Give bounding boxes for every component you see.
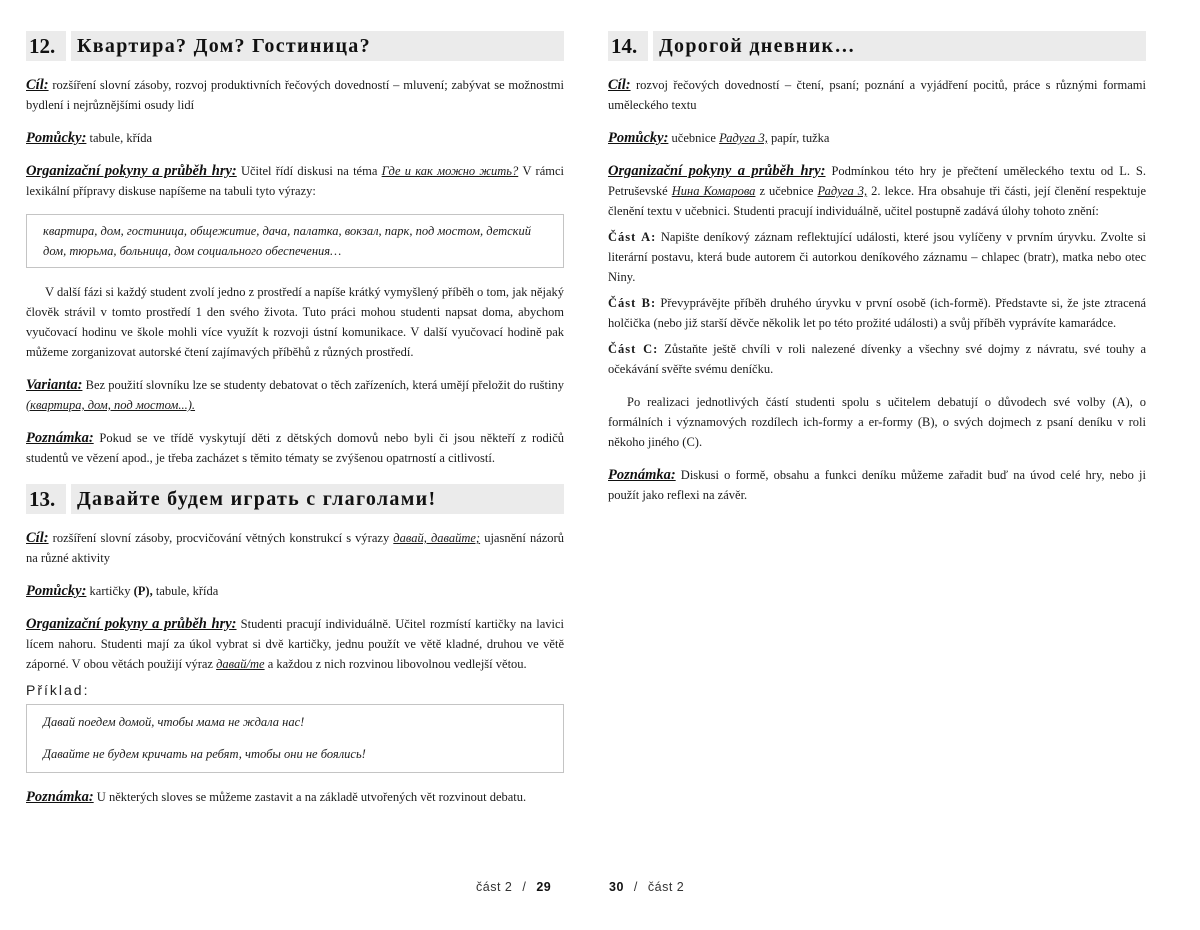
instructions-label: Organizační pokyny a průběh hry: (26, 616, 237, 632)
instructions-paragraph (608, 161, 1146, 221)
part-text: Napište deníkový záznam reflektující události, které jsou vylíčeny v prvním úryvku. Zvolte si literární postavu, která bude autorem či autorkou deníkového záznamu – chlapec (bratr), matka nebo otec Niny. (608, 230, 1146, 284)
instructions-text: Studenti pracují individuálně. Učitel rozmístí kartičky na lavici lícem nahoru. Studenti mají za úkol vybrat si dvě kartičky, jednu použít ve větě kladné, druhou ve větě záporné. V obou větách použijí výraz (26, 617, 565, 671)
note-paragraph (26, 787, 564, 807)
variant-paragraph (26, 375, 564, 415)
russian-phrase: давай, давайте; (393, 531, 481, 545)
page-number: 30 (609, 880, 624, 894)
note-text: U některých sloves se můžeme zastavit a na základě utvořených vět rozvinout debatu. (93, 790, 527, 804)
instructions-text: z učebnice (755, 184, 818, 198)
part-text: Převyprávějte příběh druhého úryvku v první osobě (ich-formě). Představte si, že jste ztracená holčička (nebo již starší děvče několik let po této prožité události) a svůj příběh vyprávíte kamarádce. (608, 296, 1146, 330)
instructions-paragraph (26, 614, 564, 674)
variant-label: Varianta: (26, 377, 83, 393)
goal-text: ujasnění názorů na různé aktivity (26, 531, 564, 565)
game-12-section (26, 31, 564, 468)
footer-separator: / (522, 880, 527, 894)
goal-label: Cíl: (26, 530, 49, 546)
game-title: Давайте будем играть с глаголами! (71, 484, 564, 514)
part-a-paragraph (608, 227, 1146, 287)
part-label: Část B: (608, 296, 657, 310)
aids-text: tabule, křída (152, 584, 219, 598)
goal-paragraph (26, 75, 564, 115)
page-footer-right (609, 877, 684, 897)
aids-text: tabule, křída (86, 131, 153, 145)
goal-paragraph (26, 528, 564, 568)
game-14-header (608, 31, 1146, 61)
game-number: 13. (26, 484, 66, 514)
footer-separator: / (633, 880, 638, 894)
russian-phrase: давай/те (216, 657, 265, 671)
aids-label: Pomůcky: (26, 583, 87, 599)
example-heading: Příklad: (26, 682, 90, 698)
instructions-label: Organizační pokyny a průběh hry: (608, 163, 826, 179)
instructions-label: Organizační pokyny a průběh hry: (26, 163, 237, 179)
aids-text: kartičky (86, 584, 134, 598)
left-page (26, 31, 564, 820)
aids-paragraph (608, 128, 1146, 148)
game-13-section (26, 484, 564, 807)
vocabulary-list: квартира, дом, гостиница, общежитие, дача, палатка, вокзал, парк, под мостом, детский дом, тюрьма, больница, дом социального обеспечения… (43, 224, 532, 258)
goal-text: rozšíření slovní zásoby, rozvoj produktivních řečových dovedností – mluvení; zabývat se možnostmi bydlení i nejrůznějšími osudy lidí (26, 78, 564, 112)
note-text: Diskusi o formě, obsahu a funkci deníku můžeme zařadit buď na úvod celé hry, nebo ji použít jako reflexi na závěr. (608, 468, 1146, 502)
part-b-paragraph (608, 293, 1146, 333)
aids-paragraph (26, 581, 564, 601)
note-label: Poznámka: (608, 467, 676, 483)
footer-section: část 2 (476, 880, 513, 894)
body-paragraph: V další fázi si každý student zvolí jedno z prostředí a napíše krátký vymyšlený příběh o tom, jak nějaký člověk strávil v tomto prostředí 1 den svého života. Tuto práci mohou studenti napsat doma, abychom vyučovací hodinu ve škole mohli více využít k rozvoji ústní komunikace. V další vyučovací hodině pak můžeme zorganizovat autorské čtení zajímavých příběhů z různých prostředí. (26, 285, 564, 359)
russian-phrase: Радуга 3, (817, 184, 868, 198)
page-number: 29 (536, 880, 552, 894)
goal-label: Cíl: (26, 77, 49, 93)
note-paragraph (608, 465, 1146, 505)
goal-text: rozšíření slovní zásoby, procvičování větných konstrukcí s výrazy (48, 531, 394, 545)
part-c-paragraph (608, 339, 1146, 379)
right-page (608, 31, 1146, 518)
aids-label: Pomůcky: (26, 130, 87, 146)
russian-phrase: Радуга 3, (719, 131, 768, 145)
vocabulary-box (26, 214, 564, 268)
game-12-header (26, 31, 564, 61)
goal-text: rozvoj řečových dovedností – čtení, psaní; poznání a vyjádření pocitů, práce s různými formami uměleckého textu (608, 78, 1146, 112)
variant-text: Bez použití slovníku lze se studenty debatovat o těch zařízeních, která umějí přeložit do ruštiny (82, 378, 564, 392)
note-text: Pokud se ve třídě vyskytují děti z dětských domovů nebo byli či jsou někteří z rodičů studentů ve vězení apod., je třeba zacházet s těmito tématy se zvýšenou opatrností a citlivostí. (26, 431, 564, 465)
russian-phrase: Нина Комарова (671, 184, 756, 198)
part-label: Část A: (608, 230, 657, 244)
note-label: Poznámka: (26, 789, 94, 805)
body-paragraph: Po realizaci jednotlivých částí studenti spolu s učitelem debatují o důvodech své volby (A), o formálních i významových rozdílech ich-formy a er-formy (B), o svých dojmech z psaní deníku v roli někoho jiného (C). (608, 395, 1146, 449)
instructions-text: Podmínkou této hry je přečtení uměleckého textu od L. S. Petruševské (608, 164, 1146, 198)
part-label: Část C: (608, 342, 659, 356)
example-sentence: Давайте не будем кричать на ребят, чтобы они не боялись! (43, 747, 366, 761)
aids-label: Pomůcky: (608, 130, 669, 146)
russian-phrase: (квартира, дом, под мостом...). (26, 398, 196, 412)
goal-label: Cíl: (608, 77, 631, 93)
examples-box (26, 704, 564, 773)
game-14-section (608, 31, 1146, 505)
instructions-paragraph (26, 161, 564, 201)
footer-section: část 2 (647, 880, 685, 894)
instructions-text: V rámci lexikální přípravy diskuse napíšeme na tabuli tyto výrazy: (26, 164, 564, 198)
russian-phrase: Где и как можно жить? (381, 164, 519, 178)
aids-bold: (P), (133, 584, 153, 598)
example-sentence: Давай поедем домой, чтобы мама не ждала нас! (43, 715, 305, 729)
instructions-text: 2. lekce. Hra obsahuje tři části, její členění respektuje členění textu v učebnici. Studenti pracují individuálně, učitel postupně zadává úlohy tohoto znění: (608, 184, 1147, 218)
aids-paragraph (26, 128, 564, 148)
instructions-text: Učitel řídí diskusi na téma (236, 164, 382, 178)
part-text: Zůstaňte ještě chvíli v roli nalezené dívenky a všechny své dojmy z návratu, své touhy a očekávání svěřte svému deníčku. (608, 342, 1146, 376)
game-13-header (26, 484, 564, 514)
game-number: 12. (26, 31, 66, 61)
aids-text: učebnice (668, 131, 720, 145)
aids-text: papír, tužka (767, 131, 830, 145)
goal-paragraph (608, 75, 1146, 115)
note-paragraph (26, 428, 564, 468)
instructions-text: a každou z nich rozvinou libovolnou vedlejší větou. (264, 657, 527, 671)
game-title: Дорогой дневник… (653, 31, 1146, 61)
note-label: Poznámka: (26, 430, 94, 446)
page-footer-left (476, 877, 551, 897)
game-number: 14. (608, 31, 648, 61)
game-title: Квартира? Дом? Гостиница? (71, 31, 564, 61)
